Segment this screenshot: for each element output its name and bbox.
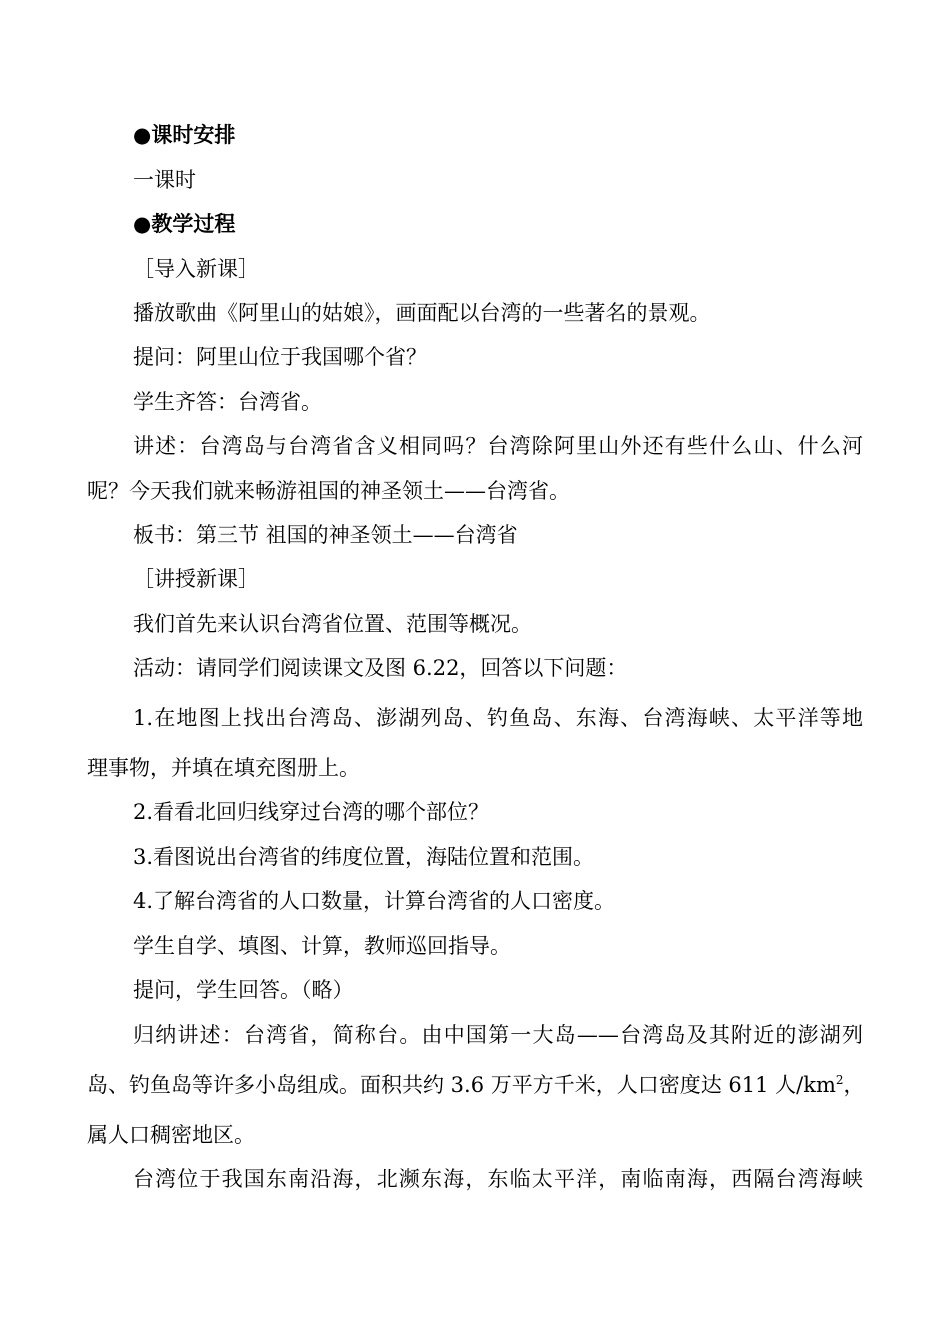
text-run: ， [843, 1073, 865, 1097]
list-item: 1.在地图上找出台湾岛、澎湖列岛、钓鱼岛、东海、台湾海峡、太平洋等地 [133, 706, 863, 730]
list-item: 4.了解台湾省的人口数量，计算台湾省的人口密度。 [133, 889, 616, 913]
list-item: 3.看图说出台湾省的纬度位置，海陆位置和范围。 [133, 845, 595, 869]
list-item-continuation: 理事物，并填在填充图册上。 [87, 756, 360, 780]
paragraph: 学生齐答：台湾省。 [133, 390, 322, 414]
paragraph-continuation [87, 1070, 865, 1100]
list-item: 2.看看北回归线穿过台湾的哪个部位？ [133, 800, 490, 824]
paragraph: 我们首先来认识台湾省位置、范围等概况。 [133, 612, 532, 636]
paragraph: 板书：第三节 祖国的神圣领土——台湾省 [133, 523, 518, 547]
paragraph: 一课时 [133, 168, 196, 192]
section-heading-process: ●教学过程 [133, 212, 236, 236]
text-run: 岛、钓鱼岛等许多小岛组成。面积共约 3.6 万平方千米，人口密度达 611 人/km [87, 1073, 836, 1097]
paragraph: 提问，学生回答。（略） [133, 978, 354, 1002]
paragraph-continuation: 属人口稠密地区。 [87, 1123, 255, 1147]
paragraph: 提问：阿里山位于我国哪个省？ [133, 345, 427, 369]
paragraph-continuation: 呢？今天我们就来畅游祖国的神圣领土——台湾省。 [87, 479, 570, 503]
section-heading-schedule: ●课时安排 [133, 123, 236, 147]
paragraph: 归纳讲述：台湾省，简称台。由中国第一大岛——台湾岛及其附近的澎湖列 [133, 1023, 863, 1047]
superscript-exponent: 2 [835, 1073, 844, 1087]
paragraph: 台湾位于我国东南沿海，北濒东海，东临太平洋，南临南海，西隔台湾海峡 [133, 1167, 863, 1191]
paragraph: 活动：请同学们阅读课文及图 6.22，回答以下问题： [133, 656, 628, 680]
paragraph: 学生自学、填图、计算，教师巡回指导。 [133, 934, 511, 958]
subheading-intro: ［导入新课］ [133, 257, 259, 281]
paragraph: 播放歌曲《阿里山的姑娘》，画面配以台湾的一些著名的景观。 [133, 301, 711, 325]
paragraph: 讲述：台湾岛与台湾省含义相同吗？台湾除阿里山外还有些什么山、什么河 [133, 434, 863, 458]
subheading-new-lesson: ［讲授新课］ [133, 567, 259, 591]
